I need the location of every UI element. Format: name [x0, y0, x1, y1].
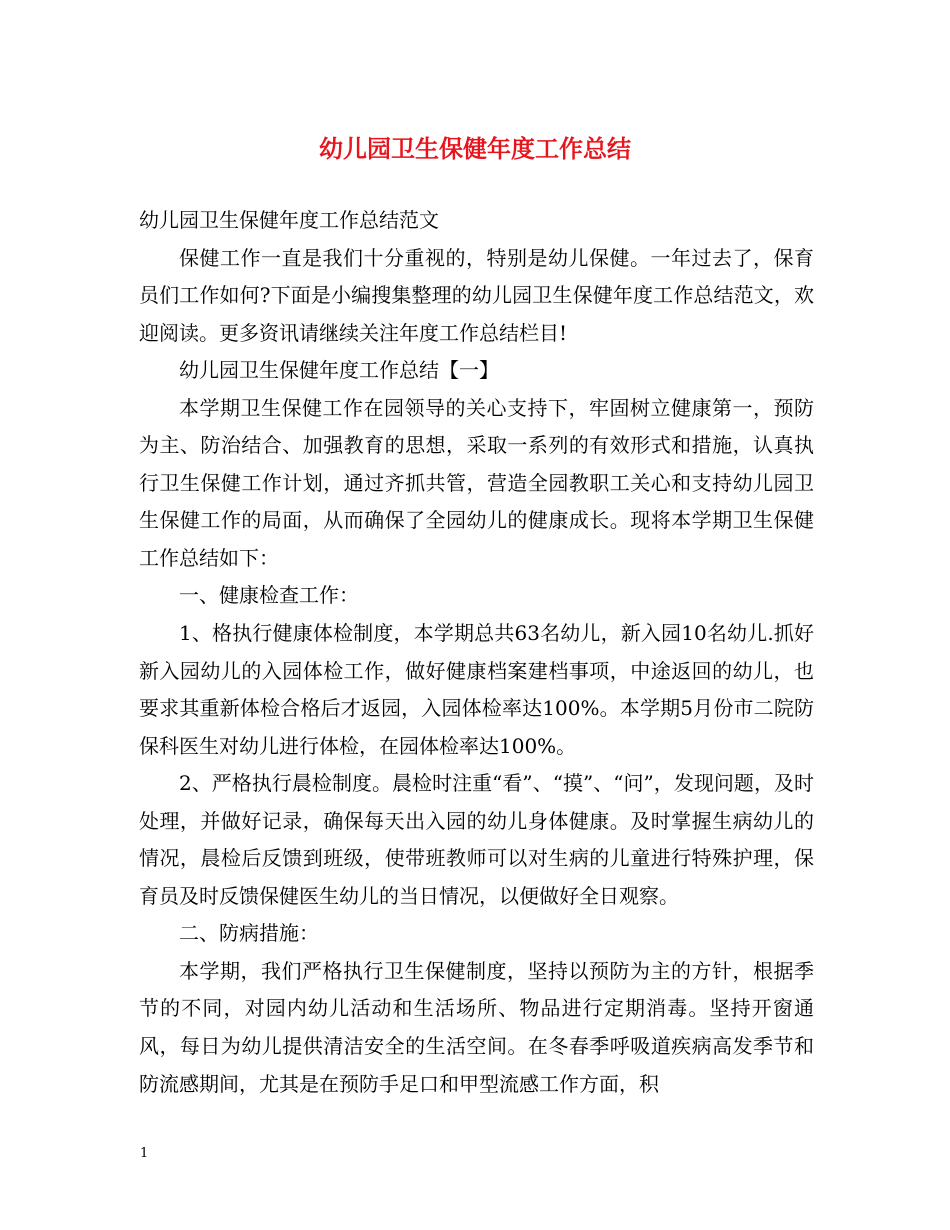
- subtitle-paragraph: 幼儿园卫生保健年度工作总结范文: [139, 208, 439, 232]
- overview-paragraph: 本学期卫生保健工作在园领导的关心支持下，牢固树立健康第一，预防为主、防治结合、加强教育的思想，采取一系列的有效形式和措施，认真执行卫生保健工作计划，通过齐抓共管，营造全园教职工关心和支持幼儿园卫生保健工作的局面，从而确保了全园幼儿的健康成长。现将本学期卫生保健工作总结如下：: [139, 395, 814, 570]
- intro-paragraph: 保健工作一直是我们十分重视的，特别是幼儿保健。一年过去了，保育员们工作如何?下面是小编搜集整理的幼儿园卫生保健年度工作总结范文，欢迎阅读。更多资讯请继续关注年度工作总结栏目!: [139, 245, 814, 345]
- health-check-item-1: 1、格执行健康体检制度，本学期总共63名幼儿，新入园10名幼儿.抓好新入园幼儿的入园体检工作，做好健康档案建档事项，中途返回的幼儿，也要求其重新体检合格后才返园，入园体检率达100%。本学期5月份市二院防保科医生对幼儿进行体检，在园体检率达100%。: [139, 621, 814, 758]
- document-title: 幼儿园卫生保健年度工作总结: [319, 134, 631, 163]
- prevention-heading: 二、防病措施：: [179, 921, 319, 946]
- prevention-paragraph: 本学期，我们严格执行卫生保健制度，坚持以预防为主的方针，根据季节的不同，对园内幼儿活动和生活场所、物品进行定期消毒。坚持开窗通风，每日为幼儿提供清洁安全的生活空间。在冬春季呼吸道疾病高发季节和防流感期间，尤其是在预防手足口和甲型流感工作方面，积: [139, 958, 814, 1096]
- health-check-item-2: 2、严格执行晨检制度。晨检时注重“看”、“摸”、“问”，发现问题，及时处理，并做好记录，确保每天出入园的幼儿身体健康。及时掌握生病幼儿的情况，晨检后反馈到班级，使带班教师可以对生病的儿童进行特殊护理，保育员及时反馈保健医生幼儿的当日情况，以便做好全日观察。: [139, 771, 814, 908]
- section-heading-one: 幼儿园卫生保健年度工作总结【一】: [179, 358, 499, 383]
- health-check-heading: 一、健康检查工作：: [179, 583, 359, 608]
- page-number: 1: [140, 1146, 149, 1161]
- document-body: [139, 202, 814, 1103]
